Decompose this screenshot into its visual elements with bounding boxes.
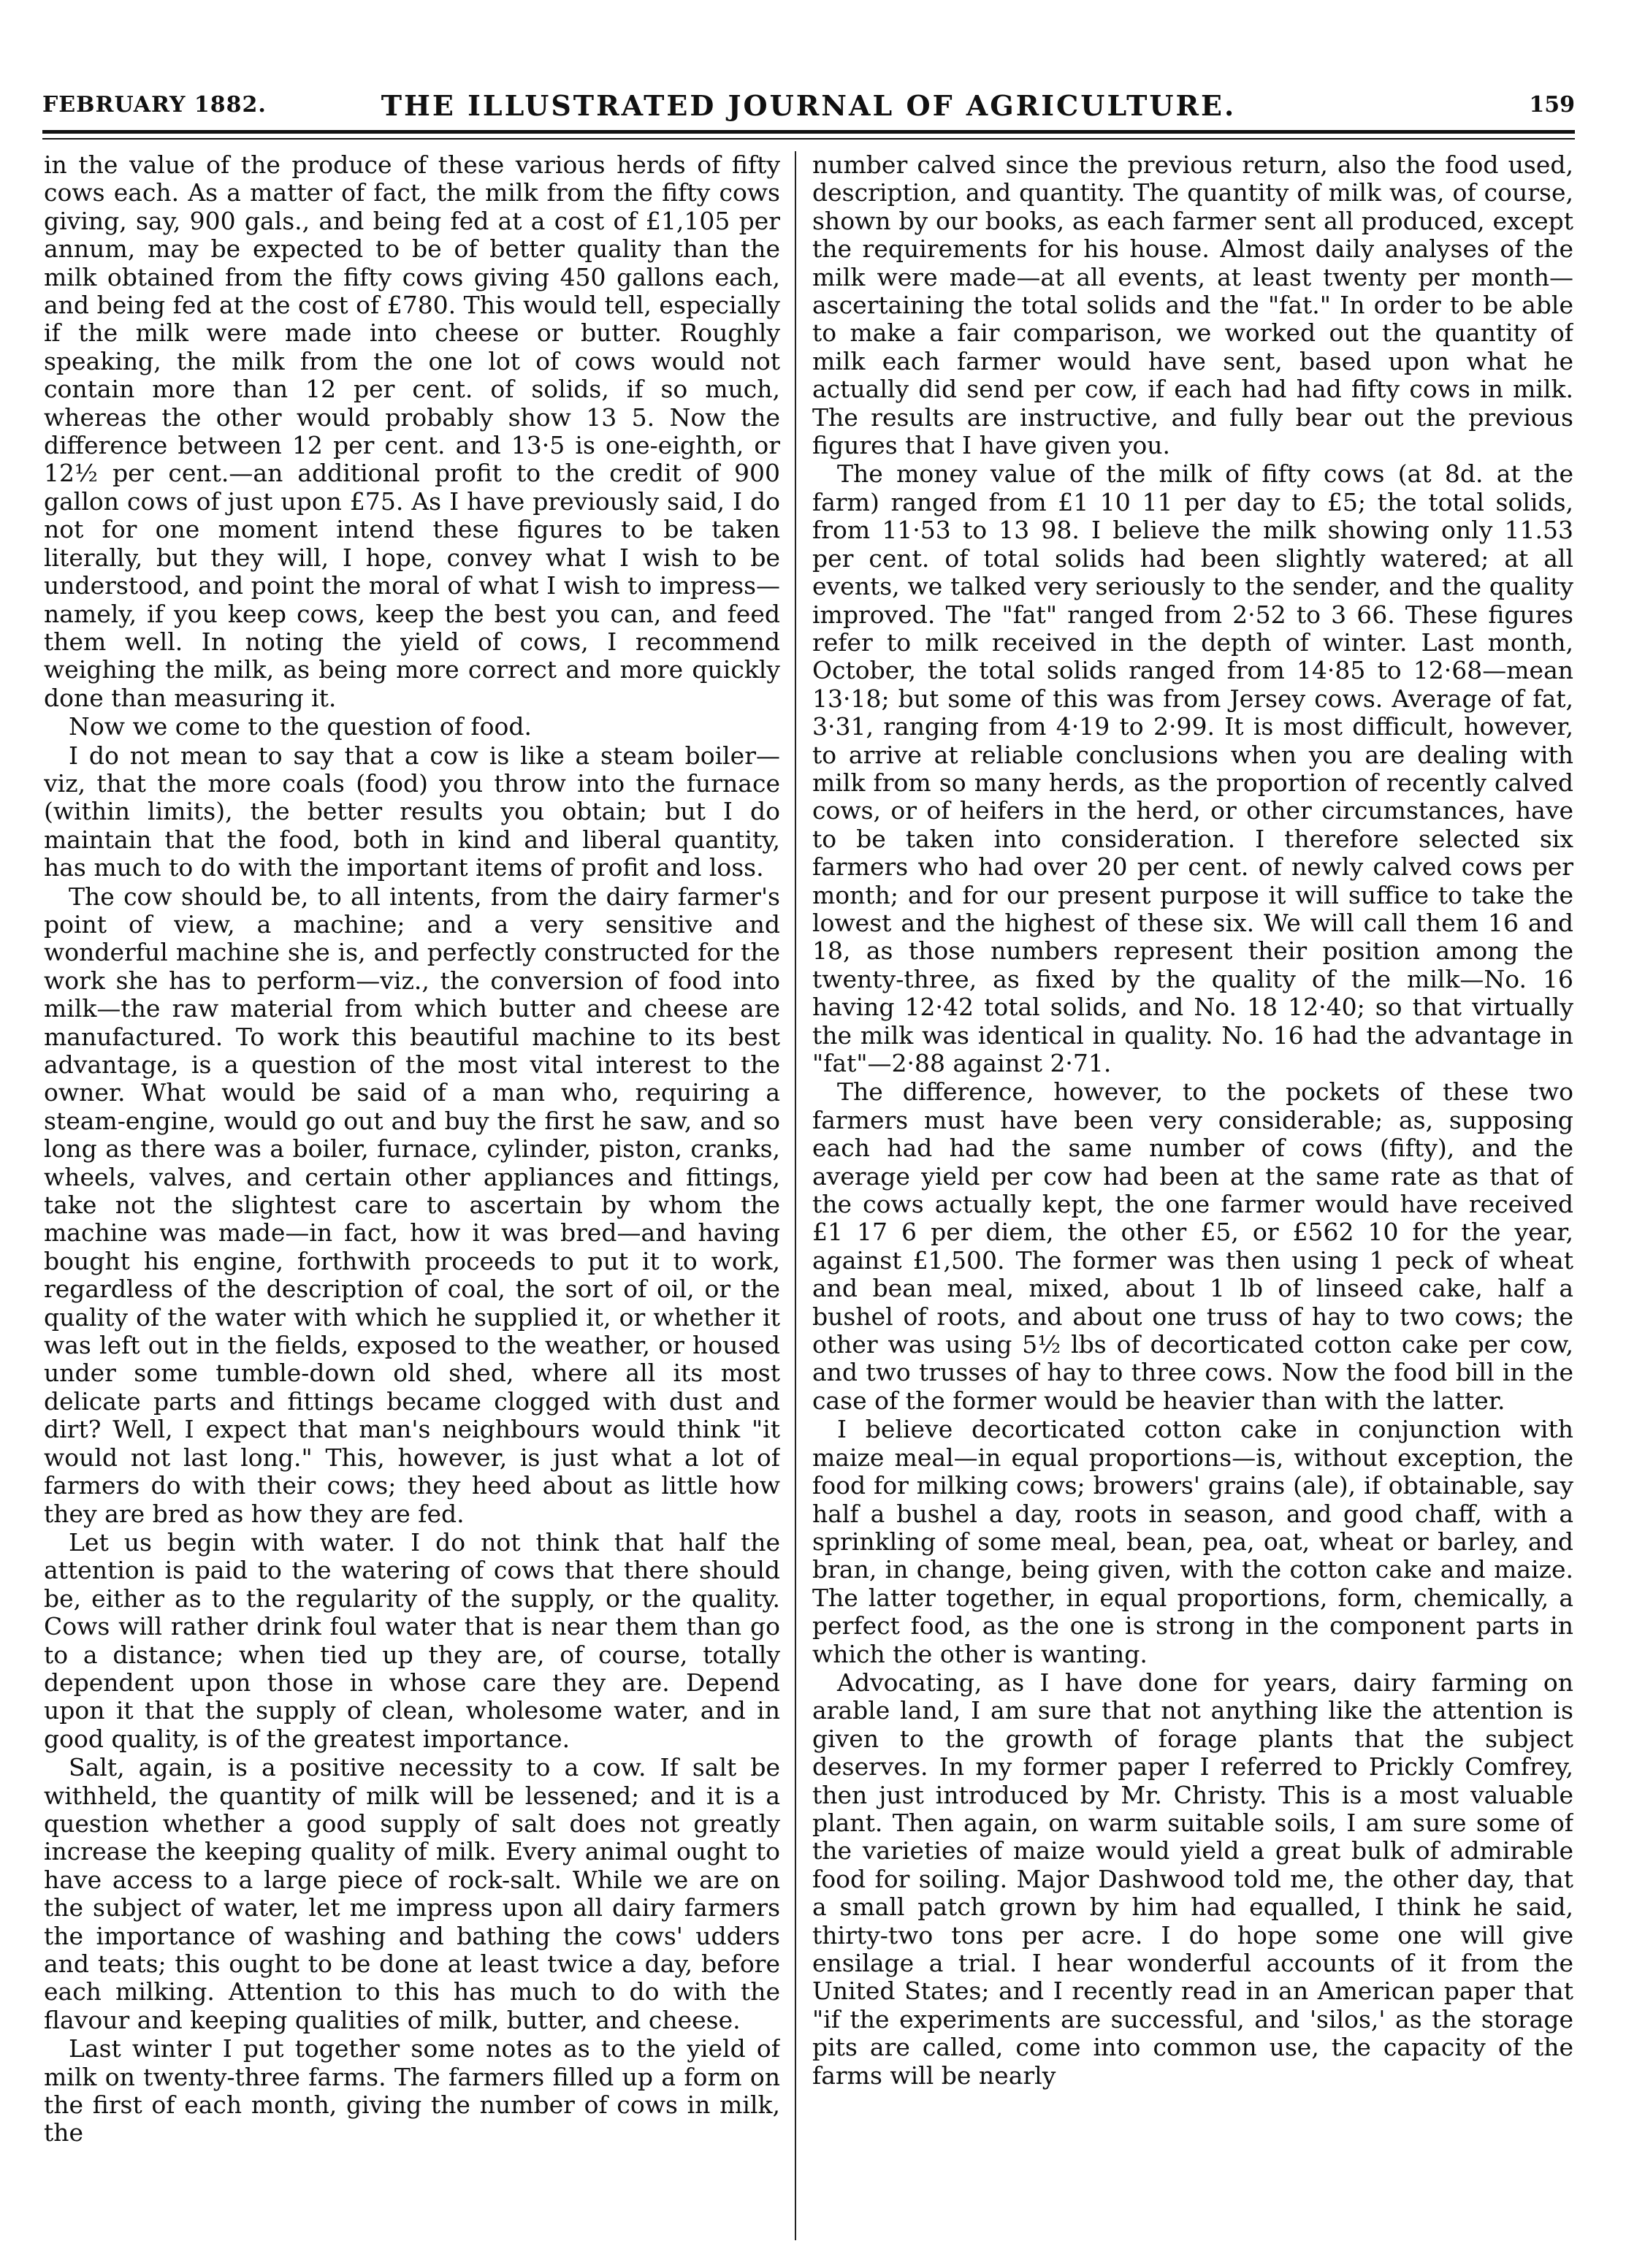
paragraph: Advocating, as I have done for years, dairy farming on arable land, I am sure that not anything like the attention is given to the growth of forage plants that the subject deserves. In my former paper I referred to Prickly Comfrey, then just introduced by Mr. Christy. This is a most valuable plant. Then again, on warm suitable soils, I am sure some of the varieties of maize would yield a great bulk of admirable food for soiling. Major Dashwood told me, the other day, that a small patch grown by him had equalled, I think he said, thirty-two tons per acre. I do hope some one will give ensilage a trial. I hear wonderful accounts of it from the United States; and I recently read in an American paper that "if the experiments are successful, and 'silos,' as the storage pits are called, come into common use, the capacity of the farms will be nearly	[812, 1668, 1573, 2090]
paragraph: Salt, again, is a positive necessity to a cow. If salt be withheld, the quantity of milk will be lessened; and it is a question whether a good supply of salt does not greatly increase the keeping quality of milk. Every animal ought to have access to a large piece of rock-salt. While we are on the subject of water, let me impress upon all dairy farmers the importance of washing and bathing the cows' udders and teats; this ought to be done at least twice a day, before each milking. Attention to this has much to do with the flavour and keeping qualities of milk, butter, and cheese.	[44, 1753, 780, 2034]
left-column	[44, 151, 780, 2262]
journal-title: THE ILLUSTRATED JOURNAL OF AGRICULTURE.	[381, 89, 1237, 122]
paragraph: Last winter I put together some notes as to the yield of milk on twenty-three farms. The farmers filled up a form on the first of each month, giving the number of cows in milk, the	[44, 2034, 780, 2147]
header-rule-thin	[42, 138, 1575, 140]
paragraph: number calved since the previous return, also the food used, description, and quantity. The quantity of milk was, of course, shown by our books, as each farmer sent all produced, except the requirements for his house. Almost daily analyses of the milk were made—at all events, at least twenty per month—ascertaining the total solids and the "fat." In order to be able to make a fair comparison, we worked out the quantity of milk each farmer would have sent, based upon what he actually did send per cow, if each had had fifty cows in milk. The results are instructive, and fully bear out the previous figures that I have given you.	[812, 151, 1573, 460]
right-column	[812, 151, 1573, 2262]
column-divider	[795, 151, 796, 2240]
paragraph: Let us begin with water. I do not think that half the attention is paid to the watering of cows that there should be, either as to the regularity of the supply, or the quality. Cows will rather drink foul water that is near them than go to a distance; when tied up they are, of course, totally dependent upon those in whose care they are. Depend upon it that the supply of clean, wholesome water, and in good quality, is of the greatest importance.	[44, 1527, 780, 1753]
running-header	[42, 89, 1575, 133]
paragraph: in the value of the produce of these various herds of fifty cows each. As a matter of fact, the milk from the fifty cows giving, say, 900 gals., and being fed at a cost of £1,105 per annum, may be expected to be of better quality than the milk obtained from the fifty cows giving 450 gallons each, and being fed at the cost of £780. This would tell, especially if the milk were made into cheese or butter. Roughly speaking, the milk from the one lot of cows would not contain more than 12 per cent. of solids, if so much, whereas the other would probably show 13 5. Now the difference between 12 per cent. and 13·5 is one-eighth, or 12½ per cent.—an additional profit to the credit of 900 gallon cows of just upon £75. As I have previously said, I do not for one moment intend these figures to be taken literally, but they will, I hope, convey what I wish to be understood, and point the moral of what I wish to impress—namely, if you keep cows, keep the best you can, and feed them well. In noting the yield of cows, I recommend weighing the milk, as being more correct and more quickly done than measuring it.	[44, 151, 780, 712]
page-number: 159	[1529, 92, 1575, 118]
paragraph: The money value of the milk of fifty cows (at 8d. at the farm) ranged from £1 10 11 per day to £5; the total solids, from 11·53 to 13 98. I believe the milk showing only 11.53 per cent. of total solids had been slightly watered; at all events, we talked very seriously to the sender, and the quality improved. The "fat" ranged from 2·52 to 3 66. These figures refer to milk received in the depth of winter. Last month, October, the total solids ranged from 14·85 to 12·68—mean 13·18; but some of this was from Jersey cows. Average of fat, 3·31, ranging from 4·19 to 2·99. It is most difficult, however, to arrive at reliable conclusions when you are dealing with milk from so many herds, as the proportion of recently calved cows, or of heifers in the herd, or other circumstances, have to be taken into consideration. I therefore selected six farmers who had over 20 per cent. of newly calved cows per month; and for our present purpose it will suffice to take the lowest and the highest of these six. We will call them 16 and 18, as those numbers represent their position among the twenty-three, as fixed by the quality of the milk—No. 16 having 12·42 total solids, and No. 18 12·40; so that virtually the milk was identical in quality. No. 16 had the advantage in "fat"—2·88 against 2·71.	[812, 459, 1573, 1077]
header-rule-thick	[42, 130, 1575, 134]
paragraph: The difference, however, to the pockets of these two farmers must have been very considerable; as, supposing each had had the same number of cows (fifty), and the average yield per cow had been at the same rate as that of the cows actually kept, the one farmer would have received £1 17 6 per diem, the other £5, or £562 10 for the year, against £1,500. The former was then using 1 peck of wheat and bean meal, mixed, about 1 lb of linseed cake, half a bushel of roots, and about one truss of hay to two cows; the other was using 5½ lbs of decorticated cotton cake per cow, and two trusses of hay to three cows. Now the food bill in the case of the former would be heavier than with the latter.	[812, 1077, 1573, 1415]
header-date: FEBRUARY 1882.	[42, 92, 267, 118]
paragraph: I do not mean to say that a cow is like a steam boiler—viz, that the more coals (food) you throw into the furnace (within limits), the better results you obtain; but I do maintain that the food, both in kind and liberal quantity, has much to do with the important items of profit and loss.	[44, 741, 780, 882]
paragraph: The cow should be, to all intents, from the dairy farmer's point of view, a machine; and a very sensitive and wonderful machine she is, and perfectly constructed for the work she has to perform—viz., the conversion of food into milk—the raw material from which butter and cheese are manufactured. To work this beautiful machine to its best advantage, is a question of the most vital interest to the owner. What would be said of a man who, requiring a steam-engine, would go out and buy the first he saw, and so long as there was a boiler, furnace, cylinder, piston, cranks, wheels, valves, and certain other appliances and fittings, take not the slightest care to ascertain by whom the machine was made—in fact, how it was bred—and having bought his engine, forthwith proceeds to put it to work, regardless of the description of coal, the sort of oil, or the quality of the water with which he supplied it, or whether it was left out in the fields, exposed to the weather, or housed under some tumble-down old shed, where all its most delicate parts and fittings became clogged with dust and dirt? Well, I expect that man's neighbours would think "it would not last long." This, however, is just what a lot of farmers do with their cows; they heed about as little how they are bred as how they are fed.	[44, 882, 780, 1528]
paragraph: Now we come to the question of food.	[69, 712, 532, 741]
paragraph: I believe decorticated cotton cake in conjunction with maize meal—in equal proportions—is, without exception, the food for milking cows; browers' grains (ale), if obtainable, say half a bushel a day, roots in season, and good chaff, with a sprinkling of some meal, bean, pea, oat, wheat or barley, and bran, in change, being given, with the cotton cake and maize. The latter together, in equal proportions, form, chemically, a perfect food, as the one is strong in the component parts in which the other is wanting.	[812, 1415, 1573, 1668]
